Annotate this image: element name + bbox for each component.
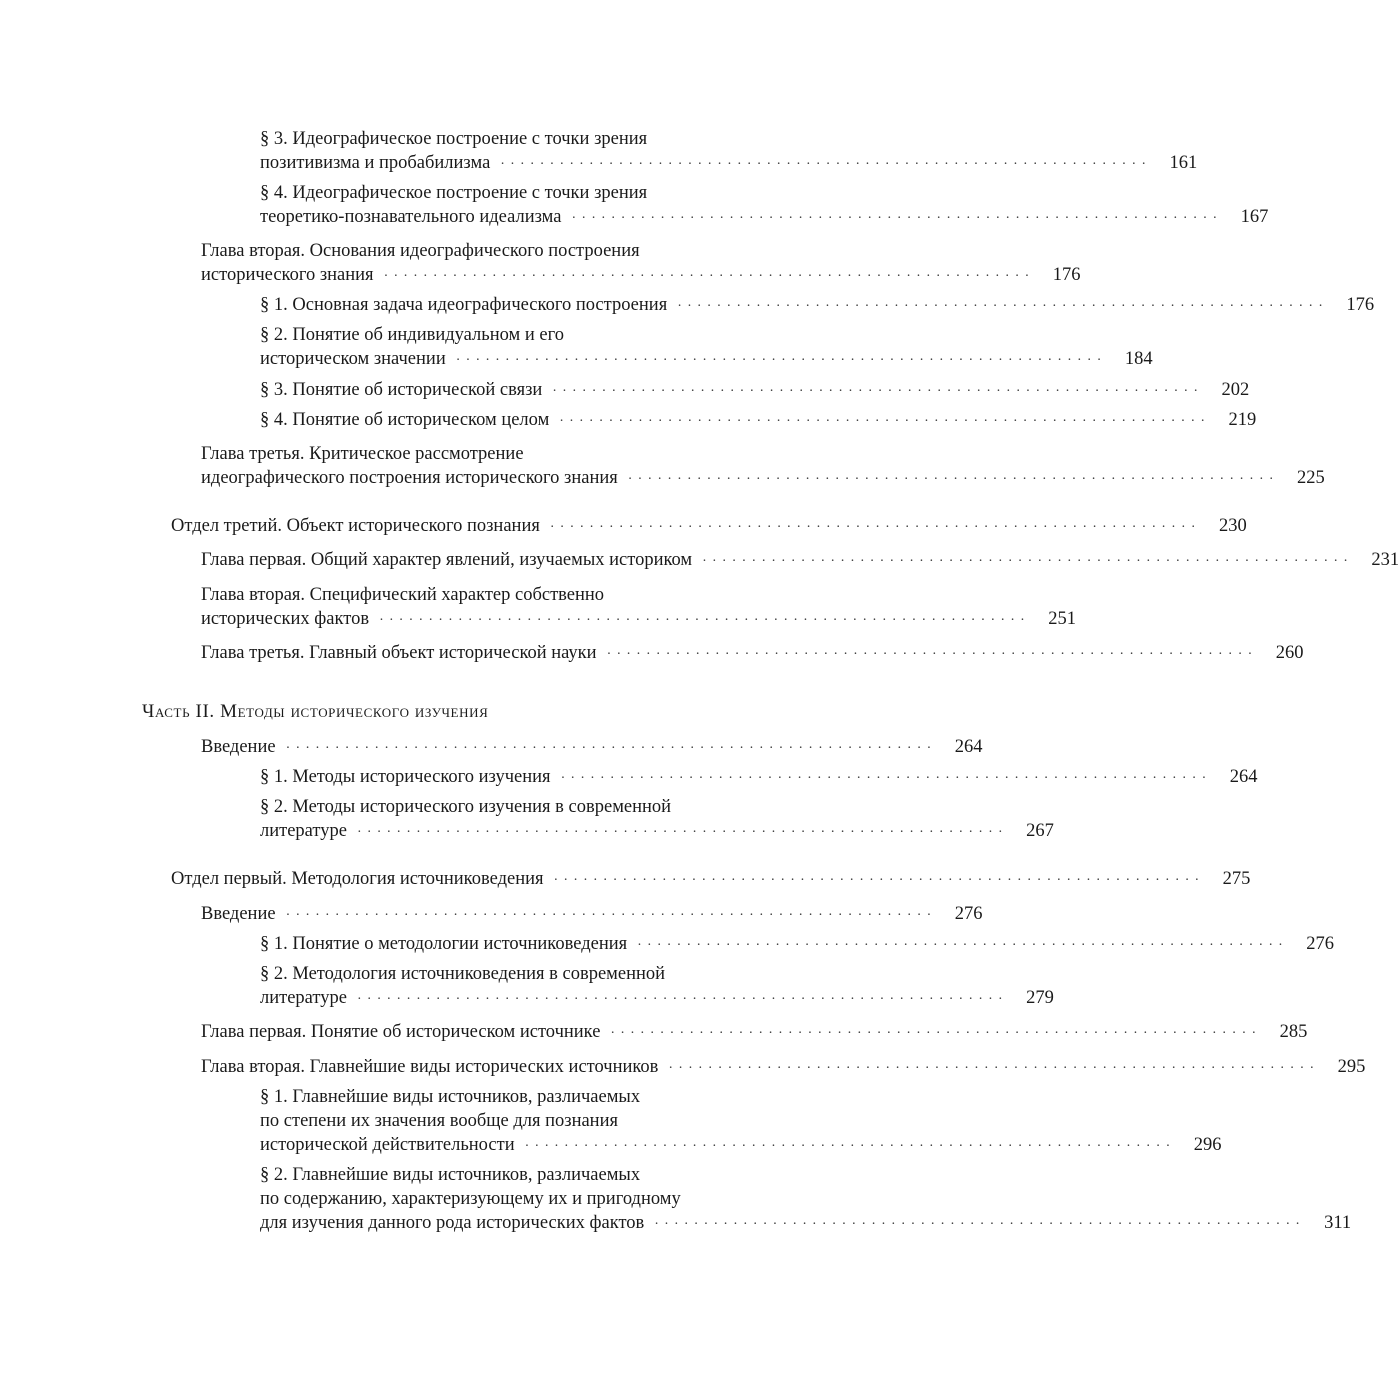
toc-entry-text: историческом значении	[260, 349, 446, 369]
toc-entry	[260, 408, 1257, 432]
page-number: 167	[1240, 207, 1269, 227]
leader-dots: ··································································	[610, 1026, 1262, 1041]
toc-entry	[201, 583, 1076, 631]
toc-entry-text: § 1. Основная задача идеографического построения	[260, 295, 668, 315]
page-number: 225	[1296, 468, 1325, 488]
leader-dots: ··································································	[379, 613, 1030, 628]
leader-dots: ··································································	[285, 908, 937, 923]
page-number: 296	[1193, 1135, 1222, 1155]
leader-dots: ··································································	[524, 1139, 1176, 1154]
toc-entry-text: § 4. Идеографическое построение с точки зрения	[260, 183, 648, 203]
toc-entry	[260, 181, 1269, 229]
toc-entry-text: по содержанию, характеризующему их и пригодному	[260, 1189, 681, 1209]
toc-entry-text: § 3. Идеографическое построение с точки зрения	[260, 129, 648, 149]
toc-entry-text: § 3. Понятие об исторической связи	[260, 380, 543, 400]
toc-entry-text: исторических фактов	[201, 609, 370, 629]
toc-entry-text: литературе	[260, 821, 347, 841]
toc-entry-text: для изучения данного рода исторических фактов	[260, 1213, 645, 1233]
toc-entry	[260, 323, 1153, 371]
toc-entry-text: Отдел первый. Методология источниковедения	[171, 869, 544, 889]
leader-dots: ··································································	[455, 353, 1107, 368]
leader-dots: ··································································	[549, 520, 1201, 535]
toc-entry-text: Введение	[201, 904, 276, 924]
toc-entry	[260, 127, 1198, 175]
toc-entry	[201, 442, 1325, 490]
toc-entry	[201, 239, 1081, 287]
toc-entry	[260, 932, 1335, 956]
page-number: 276	[1306, 934, 1335, 954]
leader-dots: ··································································	[627, 472, 1279, 487]
toc-entry	[201, 641, 1304, 665]
toc-entry-text: исторического знания	[201, 265, 374, 285]
toc-entry-text: Глава третья. Главный объект исторической науки	[201, 643, 597, 663]
toc-entry-text: § 1. Понятие о методологии источниковедения	[260, 934, 628, 954]
leader-dots: ··································································	[654, 1217, 1306, 1232]
toc-entry	[260, 1085, 1222, 1157]
toc-entry	[201, 548, 1399, 572]
leader-dots: ··································································	[606, 647, 1258, 662]
page-number: 230	[1219, 516, 1247, 536]
page-number: 276	[954, 904, 983, 924]
page-number: 202	[1221, 380, 1250, 400]
toc-entry	[260, 378, 1250, 402]
toc-entry-text: Отдел третий. Объект исторического познания	[171, 516, 540, 536]
page-number: 251	[1048, 609, 1076, 629]
leader-dots: ··································································	[500, 157, 1152, 172]
page-number: 161	[1169, 153, 1198, 173]
page-number: 264	[954, 737, 983, 757]
toc-entry	[260, 962, 1054, 1010]
toc-entry-text: теоретико-познавательного идеализма	[260, 207, 562, 227]
page-number: 176	[1052, 265, 1081, 285]
leader-dots: ··································································	[559, 414, 1211, 429]
leader-dots: ··································································	[702, 554, 1354, 569]
page-number: 267	[1026, 821, 1054, 841]
page-number: 219	[1228, 410, 1257, 430]
toc-entry-text: § 2. Методы исторического изучения в современной	[260, 797, 672, 817]
leader-dots: ··································································	[637, 938, 1289, 953]
toc-entry	[201, 1055, 1366, 1079]
page-number: 275	[1222, 869, 1251, 889]
page-number: 184	[1124, 349, 1153, 369]
part-heading: Часть II. Методы исторического изучения	[142, 701, 489, 722]
page-number: 176	[1346, 295, 1375, 315]
leader-dots: ··································································	[356, 992, 1008, 1007]
leader-dots: ··································································	[571, 211, 1223, 226]
toc-entry-text: Глава вторая. Главнейшие виды исторических источников	[201, 1057, 659, 1077]
toc-entry-text: позитивизма и пробабилизма	[260, 153, 491, 173]
leader-dots: ··································································	[553, 873, 1205, 888]
toc-entry-text: Глава первая. Общий характер явлений, изучаемых историком	[201, 550, 693, 570]
leader-dots: ··································································	[560, 771, 1212, 786]
leader-dots: ··································································	[356, 825, 1008, 840]
toc-entry-text: исторической действительности	[260, 1135, 515, 1155]
toc-entry	[201, 735, 983, 759]
toc-entry-text: литературе	[260, 988, 347, 1008]
toc-entry	[201, 1020, 1308, 1044]
toc-entry	[171, 514, 1247, 538]
page-number: 264	[1229, 767, 1258, 787]
page-number: 295	[1337, 1057, 1366, 1077]
leader-dots: ··································································	[677, 299, 1329, 314]
page-number: 279	[1026, 988, 1054, 1008]
page-number: 311	[1324, 1213, 1352, 1233]
toc-entry-text: по степени их значения вообще для познания	[260, 1111, 618, 1131]
toc-entry-text: § 2. Понятие об индивидуальном и его	[260, 325, 564, 345]
toc-entry-text: Глава третья. Критическое рассмотрение	[201, 444, 524, 464]
leader-dots: ··································································	[285, 741, 937, 756]
toc-entry-text: Введение	[201, 737, 276, 757]
page-number: 260	[1275, 643, 1304, 663]
toc-entry	[260, 795, 1054, 843]
toc-entry-text: § 2. Методология источниковедения в современной	[260, 964, 666, 984]
leader-dots: ··································································	[552, 384, 1204, 399]
leader-dots: ··································································	[383, 269, 1035, 284]
toc-entry	[260, 765, 1258, 789]
toc-entry	[171, 867, 1251, 891]
leader-dots: ··································································	[668, 1061, 1320, 1076]
toc-entry-text: идеографического построения исторического знания	[201, 468, 618, 488]
page-number: 231	[1371, 550, 1399, 570]
toc-entry-text: Глава первая. Понятие об историческом источнике	[201, 1022, 601, 1042]
toc-entry	[260, 1163, 1352, 1235]
toc-entry-text: Глава вторая. Основания идеографического построения	[201, 241, 640, 261]
toc-entry-text: § 2. Главнейшие виды источников, различаемых	[260, 1165, 641, 1185]
toc-entry-text: Глава вторая. Специфический характер собственно	[201, 585, 605, 605]
toc-entry	[260, 293, 1375, 317]
toc-entry-text: § 1. Главнейшие виды источников, различаемых	[260, 1087, 641, 1107]
toc-entry-text: § 4. Понятие об историческом целом	[260, 410, 550, 430]
toc-entry-text: § 1. Методы исторического изучения	[260, 767, 551, 787]
toc-entry	[201, 902, 983, 926]
page-number: 285	[1279, 1022, 1308, 1042]
